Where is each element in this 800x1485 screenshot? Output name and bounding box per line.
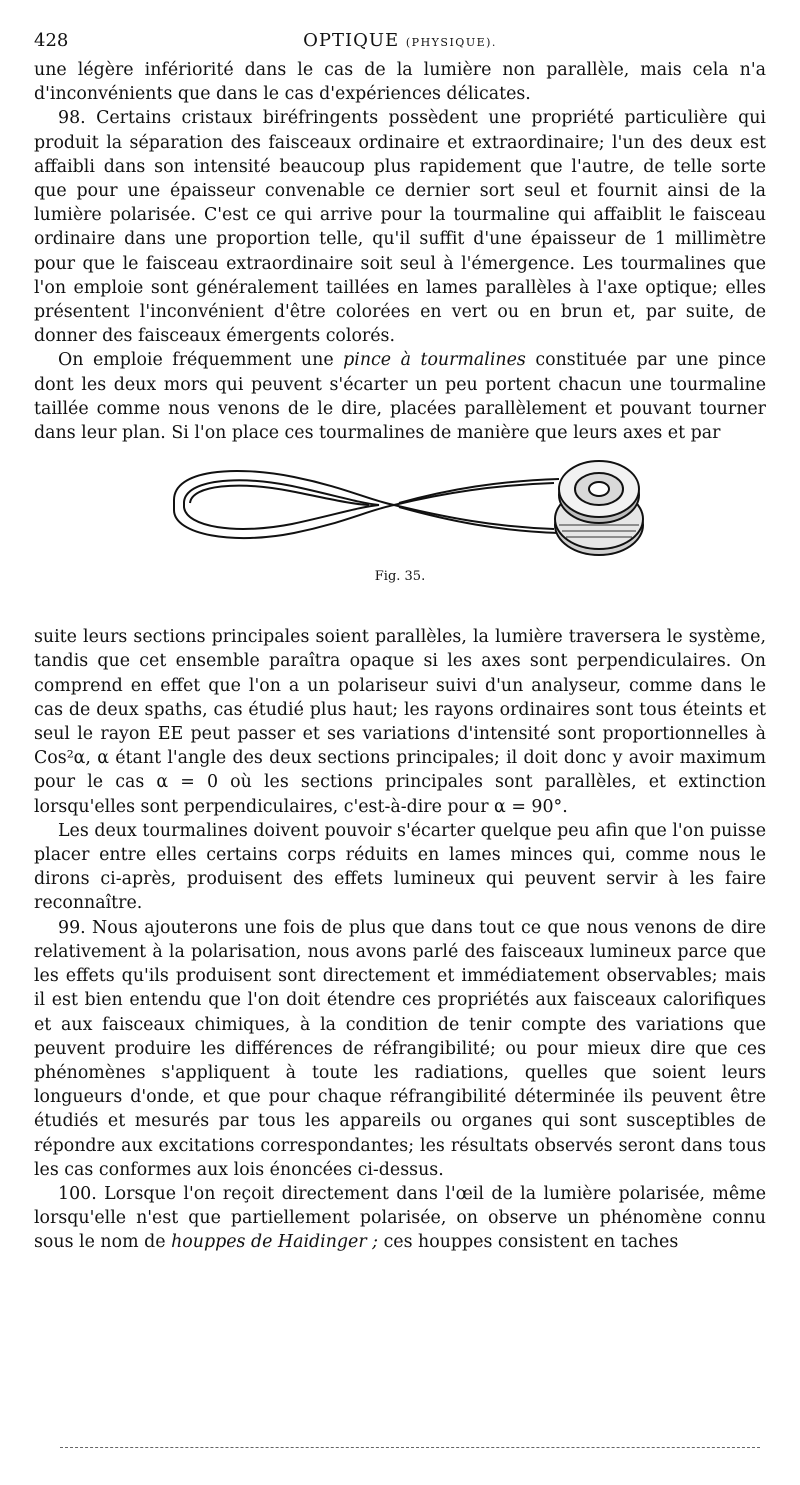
- page: [34, 30, 766, 1255]
- paragraph-pince-start: On emploie fréquemment une: [58, 350, 334, 371]
- figure-35: [34, 445, 766, 625]
- page-number: 428: [34, 30, 69, 51]
- paragraph-100-end: ces houppes consistent en taches: [383, 1232, 679, 1253]
- term-pince-a-tourmalines: pince à tourmalines: [343, 350, 526, 371]
- header-subtitle: (PHYSIQUE).: [405, 36, 497, 49]
- paragraph-100-start: 100. Lorsque l'on reçoit directement dans l'œil de la lumière polarisée, même lorsqu'elle n'est que partiellement polarisée, on observe un phénomène connu sous le nom de: [34, 1183, 766, 1253]
- figure-caption: Fig. 35.: [374, 569, 426, 585]
- paragraph-1: une légère infériorité dans le cas de la lumière non parallèle, mais cela n'a d'inconvénients que dans le cas d'expériences délicates.: [34, 60, 766, 105]
- paragraph-deux-tourmalines: Les deux tourmalines doivent pouvoir s'écarter quelque peu afin que l'on puisse placer entre elles certains corps réduits en lames minces qui, comme nous le dirons ci-après, produisent des effets lumineux qui peuvent servir à les faire reconnaître.: [34, 820, 766, 914]
- running-title: [34, 30, 766, 51]
- paragraph-99: 99. Nous ajouterons une fois de plus que dans tout ce que nous venons de dire relativement à la polarisation, nous avons parlé des faisceaux lumineux parce que les effets qu'ils produisent sont directement et immédiatement observables; mais il est bien entendu que l'on doit étendre ces propriétés aux faisceaux calorifiques et aux faisceaux chimiques, à la condition de tenir compte des variations que peuvent produire les différences de réfrangibilité; ou pour mieux dire que ces phénomènes s'appliquent à toute les radiations, quelles que soient leurs longueurs d'onde, et que pour chaque réfrangibilité déterminée ils peuvent être étudiés et mesurés par tous les appareils ou organes qui sont susceptibles de répondre aux excitations correspondantes; les résultats observés seront dans tous les cas conformes aux lois énoncées ci-dessus.: [34, 917, 766, 1180]
- footer-rule: [60, 1447, 760, 1448]
- running-header: [34, 30, 766, 58]
- term-houppes-de-haidinger: houppes de Haidinger ;: [171, 1232, 379, 1253]
- paragraph-100: [34, 1182, 766, 1255]
- paragraph-suite: suite leurs sections principales soient parallèles, la lumière traversera le système, tandis que cet ensemble paraîtra opaque si les axes sont perpendiculaires. On comprend en effet que l'on a un polariseur suivi d'un analyseur, comme dans le cas de deux spaths, cas étudié plus haut; les rayons ordinaires sont tous éteints et seul le rayon EE peut passer et ses variations d'intensité sont proportionnelles à Cos²α, α étant l'angle des deux sections principales; il doit donc y avoir maximum pour le cas α = 0 où les sections principales sont parallèles, et extinction lorsqu'elles sont perpendiculaires, c'est-à-dire pour α = 90°.: [34, 627, 766, 817]
- paragraph-pince: [34, 348, 766, 445]
- paragraph-98: 98. Certains cristaux biréfringents possèdent une propriété particulière qui produit la séparation des faisceaux ordinaire et extraordinaire; l'un des deux est affaibli dans son intensité beaucoup plus rapidement que l'autre, de telle sorte que pour une épaisseur convenable ce dernier sort seul et fournit ainsi de la lumière polarisée. C'est ce qui arrive pour la tourmaline qui affaiblit le faisceau ordinaire dans une proportion telle, qu'il suffit d'une épaisseur de 1 millimètre pour que le faisceau extraordinaire soit seul à l'émergence. Les tourmalines que l'on emploie sont généralement taillées en lames parallèles à l'axe optique; elles présentent l'inconvénient d'être colorées en vert ou en brun et, par suite, de donner des faisceaux émergents colorés.: [34, 108, 766, 347]
- tourmaline-tongs-illustration: [154, 455, 654, 565]
- header-title: OPTIQUE: [303, 30, 400, 51]
- paragraph-pince-end: constituée par une pince dont les deux mors qui peuvent s'écarter un peu portent chacun une tourmaline taillée comme nous venons de le dire, placées parallèlement et pouvant tourner dans leur plan. Si l'on place ces tourmalines de manière que leurs axes et par: [34, 350, 766, 444]
